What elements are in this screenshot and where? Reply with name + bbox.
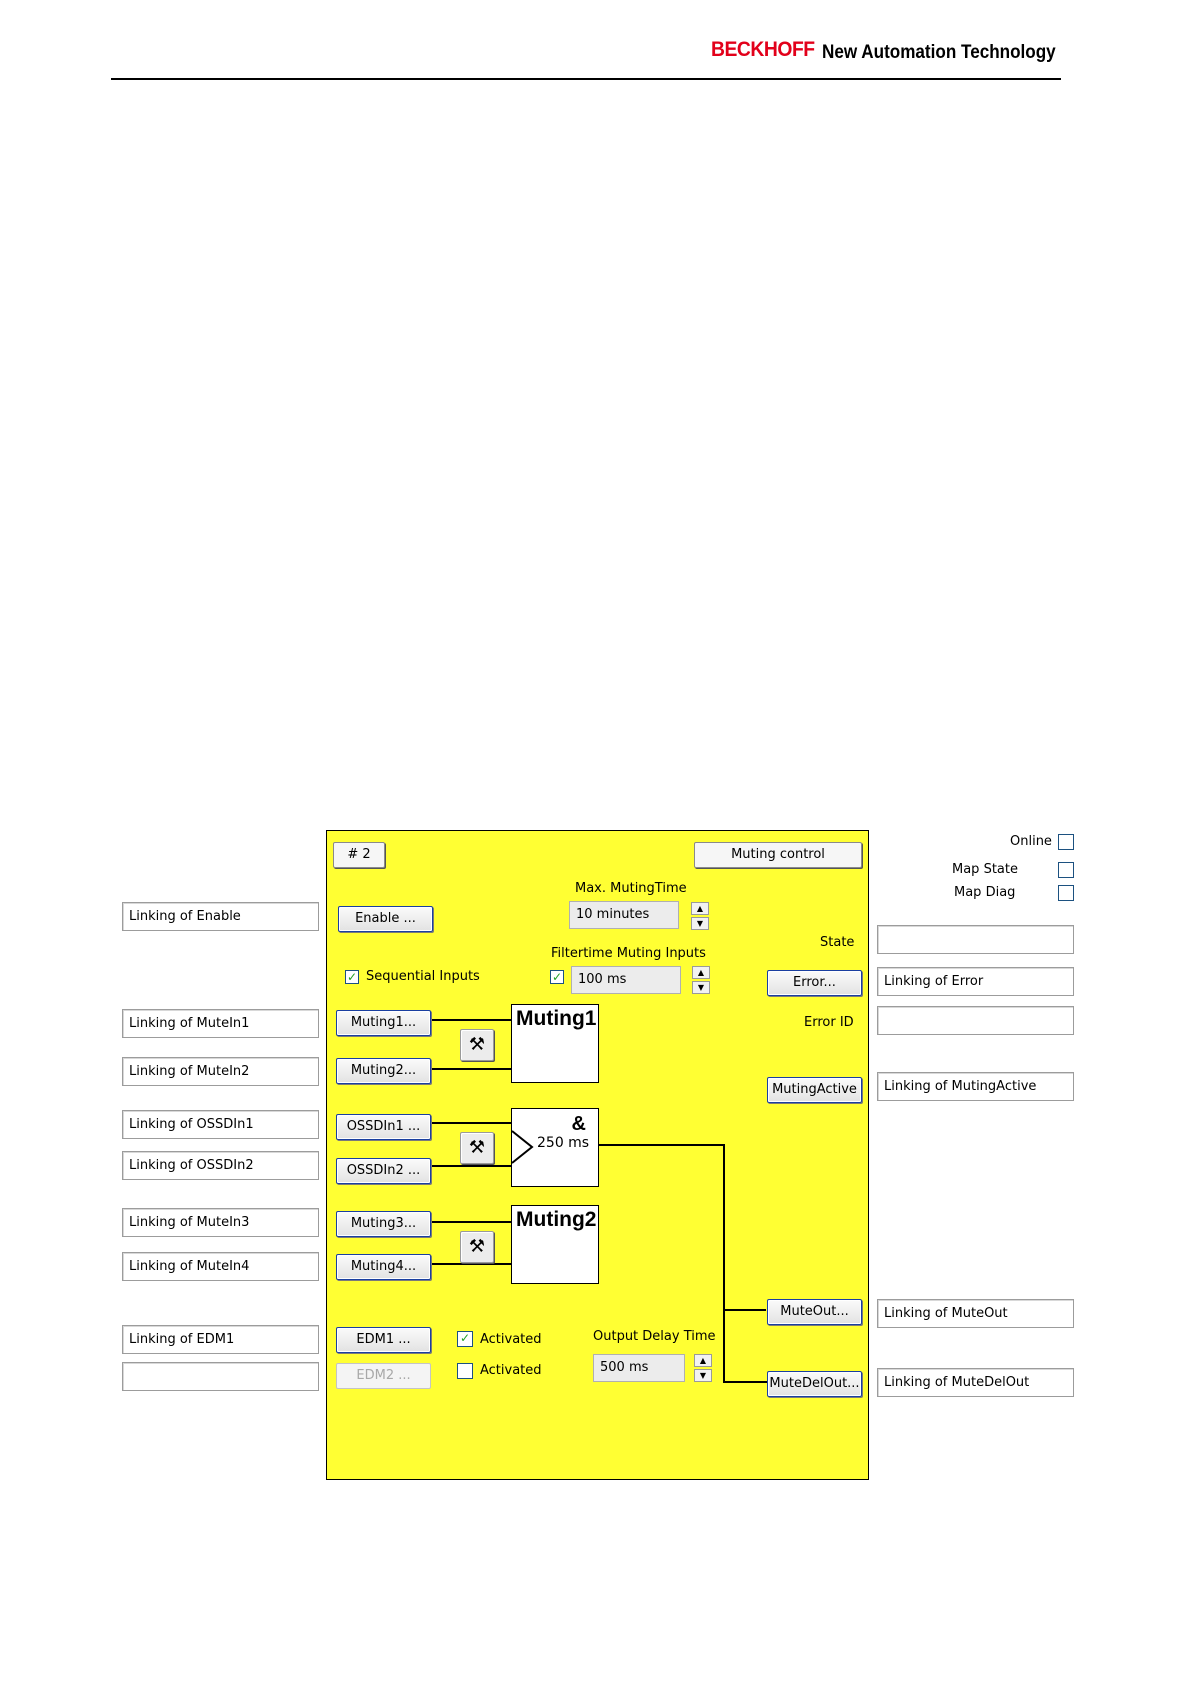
beckhoff-logo: BECKHOFF xyxy=(711,38,815,61)
link-edm1[interactable]: Linking of EDM1 xyxy=(122,1325,319,1354)
muting1-config-tool-icon[interactable]: ⚒ xyxy=(460,1029,494,1061)
filtertime-label: Filtertime Muting Inputs xyxy=(551,946,706,961)
edm1-activated-label: Activated xyxy=(480,1332,542,1347)
link-mute-del-out[interactable]: Linking of MuteDelOut xyxy=(877,1368,1074,1397)
muting3-button[interactable]: Muting3... xyxy=(336,1211,431,1237)
spin-down-icon[interactable]: ▼ xyxy=(691,917,709,930)
ossdin1-button[interactable]: OSSDIn1 ... xyxy=(336,1114,431,1140)
spin-up-icon[interactable]: ▲ xyxy=(691,902,709,915)
ossd-config-tool-icon[interactable]: ⚒ xyxy=(460,1132,494,1164)
link-mutein2[interactable]: Linking of MuteIn2 xyxy=(122,1057,319,1086)
and-delay-label: 250 ms xyxy=(537,1135,590,1151)
link-error[interactable]: Linking of Error xyxy=(877,967,1074,996)
wire-mute-out xyxy=(597,1145,766,1310)
link-ossdin1[interactable]: Linking of OSSDIn1 xyxy=(122,1110,319,1139)
edm1-button[interactable]: EDM1 ... xyxy=(336,1327,431,1353)
edm1-activated-checkbox[interactable]: ✓ xyxy=(457,1331,473,1347)
muting2-button[interactable]: Muting2... xyxy=(336,1058,431,1084)
muting2-block-title: Muting2 xyxy=(516,1208,597,1231)
sequential-inputs-checkbox[interactable]: ✓ xyxy=(346,970,358,984)
max-muting-time-label: Max. MutingTime xyxy=(575,881,687,896)
max-muting-time-spinner[interactable] xyxy=(691,902,709,930)
link-enable[interactable]: Linking of Enable xyxy=(122,902,319,931)
spin-down-icon[interactable]: ▼ xyxy=(692,981,710,994)
link-ossdin2[interactable]: Linking of OSSDIn2 xyxy=(122,1151,319,1180)
filtertime-field[interactable]: 100 ms xyxy=(571,966,681,994)
muting1-block xyxy=(511,1004,599,1083)
block-id-button[interactable]: # 2 xyxy=(333,842,385,868)
map-diag-label: Map Diag xyxy=(954,885,1016,900)
mute-out-button[interactable]: MuteOut... xyxy=(767,1299,862,1325)
max-muting-time-field[interactable]: 10 minutes xyxy=(569,901,679,929)
muting1-block-title: Muting1 xyxy=(516,1007,597,1030)
spin-up-icon[interactable]: ▲ xyxy=(692,966,710,979)
link-muting-active[interactable]: Linking of MutingActive xyxy=(877,1072,1074,1101)
filtertime-checkbox[interactable]: ✓ xyxy=(551,970,563,984)
output-delay-label: Output Delay Time xyxy=(593,1329,716,1344)
logo-tagline: New Automation Technology xyxy=(822,42,1056,63)
link-mutein1[interactable]: Linking of MuteIn1 xyxy=(122,1009,319,1038)
muting1-button[interactable]: Muting1... xyxy=(336,1010,431,1036)
edm2-activated-label: Activated xyxy=(480,1363,542,1378)
link-mutein4[interactable]: Linking of MuteIn4 xyxy=(122,1252,319,1281)
muting2-block xyxy=(511,1205,599,1284)
and-block-input-marker xyxy=(512,1109,534,1186)
ossdin2-button[interactable]: OSSDIn2 ... xyxy=(336,1158,431,1184)
edm2-activated-checkbox[interactable] xyxy=(457,1363,473,1379)
spin-up-icon[interactable]: ▲ xyxy=(694,1354,712,1367)
link-mutein3[interactable]: Linking of MuteIn3 xyxy=(122,1208,319,1237)
mute-del-out-button[interactable]: MuteDelOut... xyxy=(767,1371,862,1397)
online-label: Online xyxy=(1010,834,1052,849)
block-type-button[interactable]: Muting control xyxy=(694,842,862,868)
muting2-config-tool-icon[interactable]: ⚒ xyxy=(460,1231,494,1263)
enable-button[interactable]: Enable ... xyxy=(338,906,433,932)
error-id-label: Error ID xyxy=(804,1015,854,1030)
spin-down-icon[interactable]: ▼ xyxy=(694,1369,712,1382)
muting4-button[interactable]: Muting4... xyxy=(336,1254,431,1280)
link-mute-out[interactable]: Linking of MuteOut xyxy=(877,1299,1074,1328)
filtertime-spinner[interactable] xyxy=(692,966,710,994)
error-button[interactable]: Error... xyxy=(767,970,862,996)
output-delay-field[interactable]: 500 ms xyxy=(593,1354,685,1382)
map-state-label: Map State xyxy=(952,862,1018,877)
edm2-button[interactable]: EDM2 ... xyxy=(336,1363,431,1389)
state-label: State xyxy=(820,935,855,950)
output-delay-spinner[interactable] xyxy=(694,1354,712,1382)
and-symbol: & xyxy=(571,1113,586,1135)
and-block xyxy=(511,1108,599,1187)
sequential-inputs-label: Sequential Inputs xyxy=(366,969,480,984)
muting-active-button[interactable]: MutingActive xyxy=(767,1077,862,1103)
wire-mute-del-out xyxy=(724,1310,768,1382)
